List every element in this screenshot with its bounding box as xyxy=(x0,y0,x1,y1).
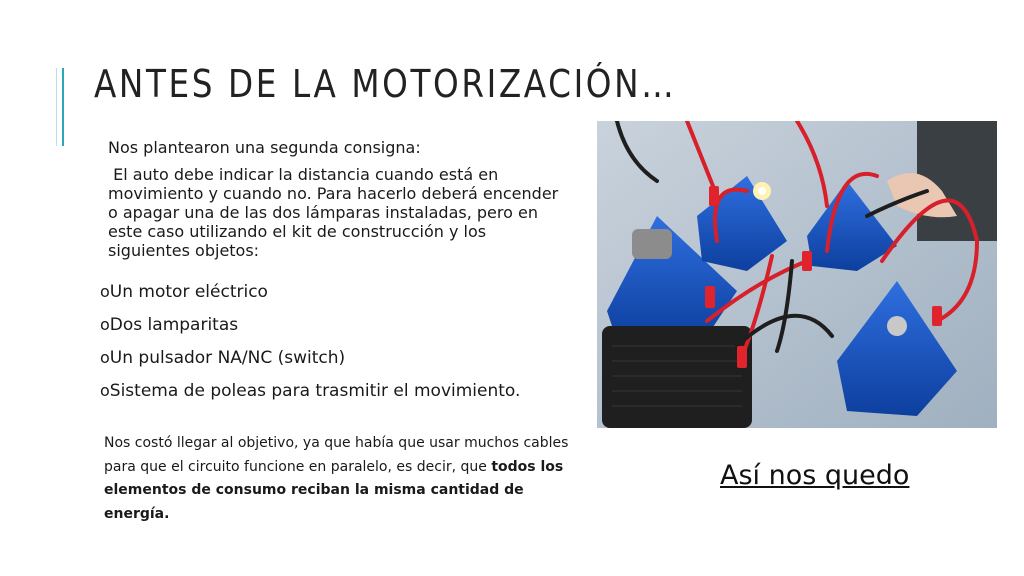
materials-list xyxy=(100,281,570,413)
list-item xyxy=(100,314,570,347)
note-period: . xyxy=(164,505,170,522)
list-item-text: Un pulsador NA/NC (switch) xyxy=(109,348,346,368)
circuit-photo-illustration xyxy=(597,121,997,428)
list-item xyxy=(100,347,570,380)
list-item-text: Dos lamparitas xyxy=(109,315,239,335)
conclusion-note xyxy=(104,432,574,526)
list-item xyxy=(100,281,570,314)
slide-title: ANTES DE LA MOTORIZACIÓN… xyxy=(94,62,677,106)
list-item-text: Un motor eléctrico xyxy=(109,282,268,302)
title-accent-line-outer xyxy=(56,68,57,146)
intro-text: Nos plantearon una segunda consigna: xyxy=(108,138,421,157)
bullet-marker: o xyxy=(100,315,110,334)
note-bold-text: todos los elementos de consumo reciban la misma cantidad de energía xyxy=(104,458,564,522)
title-accent-line xyxy=(62,68,64,146)
list-item-text: Sistema de poleas para trasmitir el movimiento. xyxy=(109,381,521,401)
instructions-text: El auto debe indicar la distancia cuando está en movimiento y cuando no. Para hacerlo deberá encender o apagar una de las dos lámparas instaladas, pero en este caso utilizando el kit de construcción y los siguientes objetos: xyxy=(108,165,559,260)
bullet-marker: o xyxy=(100,381,110,400)
circuit-photo xyxy=(597,121,997,428)
photo-caption: Así nos quedo xyxy=(720,460,910,491)
instructions-paragraph xyxy=(108,165,566,260)
bullet-marker: o xyxy=(100,282,110,301)
slide-body xyxy=(108,138,566,260)
list-item xyxy=(100,380,570,413)
note-text: Nos costó llegar al objetivo, ya que había que usar muchos cables para que el circuito funcione en paralelo, es decir, que xyxy=(104,435,569,475)
bullet-marker: o xyxy=(100,348,110,367)
